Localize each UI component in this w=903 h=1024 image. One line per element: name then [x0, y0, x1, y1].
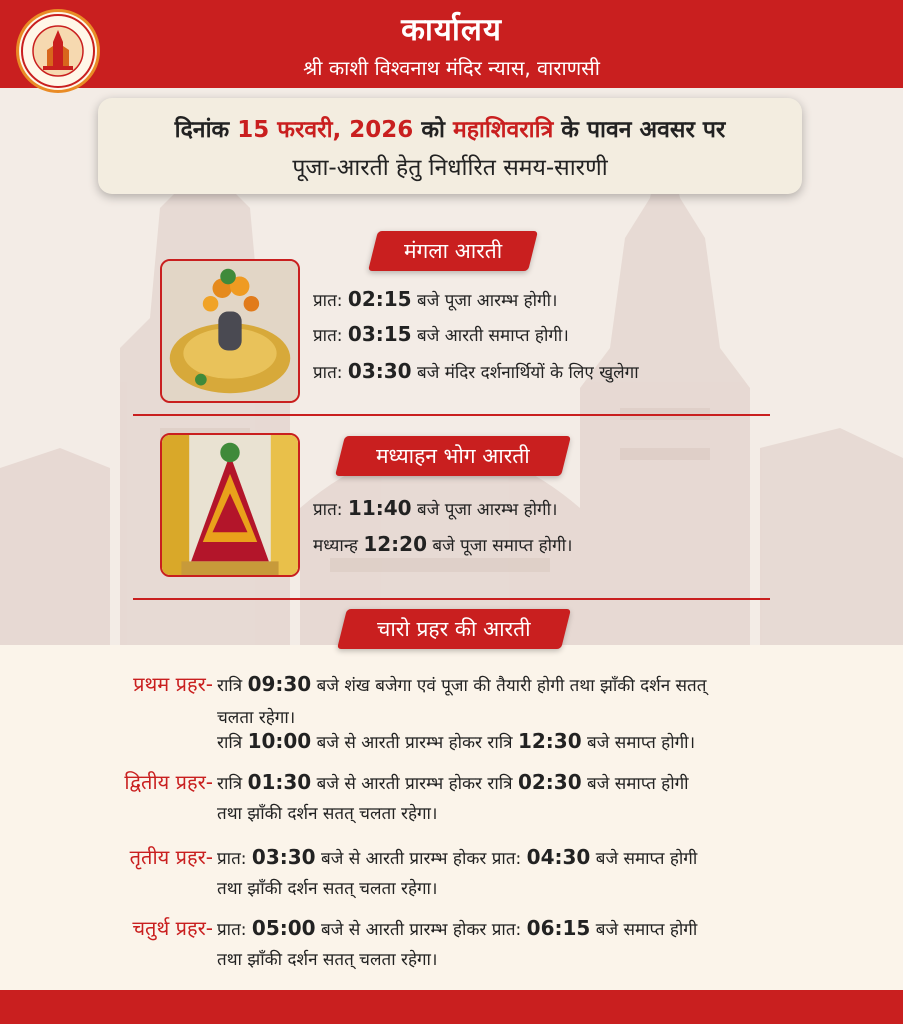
header-bar — [0, 0, 903, 88]
time-prefix: रात्रि — [217, 774, 243, 794]
time-value: 12:20 — [363, 532, 428, 556]
prahar-label-4: चतुर्थ प्रहर- — [132, 916, 213, 940]
date-banner — [98, 98, 802, 194]
time-prefix: रात्रि — [217, 733, 243, 753]
prahar-label-1: प्रथम प्रहर- — [133, 672, 213, 696]
madhyahan-row-2 — [313, 532, 572, 556]
time-value: 10:00 — [247, 729, 312, 753]
time-value: 02:15 — [347, 287, 412, 311]
prahar-3-line-1 — [217, 845, 697, 869]
mangala-aarti-title: मंगला आरती — [403, 239, 503, 263]
mangala-aarti-photo — [160, 259, 300, 403]
time-description: बजे पूजा आरम्भ होगी। — [416, 291, 558, 311]
time-prefix: मध्यान्ह — [313, 536, 358, 556]
time-prefix: प्रात: — [313, 363, 343, 383]
page-subtitle: श्री काशी विश्वनाथ मंदिर न्यास, वाराणसी — [303, 56, 600, 80]
time-description: बजे मंदिर दर्शनार्थियों के लिए खुलेगा — [416, 363, 639, 383]
prahar-label-2: द्वितीय प्रहर- — [124, 770, 213, 794]
page-title: कार्यालय — [401, 12, 502, 48]
time-prefix: प्रात: — [313, 291, 343, 311]
prahar-aarti-heading — [337, 609, 571, 649]
time-description: बजे पूजा समाप्त होगी। — [432, 536, 573, 556]
time-value: 09:30 — [247, 672, 312, 696]
time-value: 03:30 — [251, 845, 316, 869]
mangala-row-3 — [313, 359, 639, 383]
banner-prefix: दिनांक — [174, 117, 230, 143]
prahar-4-line-1 — [217, 916, 697, 940]
event-date: 15 फरवरी, 2026 — [237, 117, 414, 143]
prahar-1-line-3 — [217, 729, 695, 753]
prahar-4-line-2: तथा झाँकी दर्शन सतत् चलता रहेगा। — [217, 950, 438, 970]
prahar-label-3: तृतीय प्रहर- — [129, 845, 213, 869]
time-prefix: प्रात: — [217, 849, 247, 869]
time-prefix: प्रात: — [313, 326, 343, 346]
prahar-2-line-2: तथा झाँकी दर्शन सतत् चलता रहेगा। — [217, 804, 438, 824]
prahar-1-line-2: चलता रहेगा। — [217, 708, 296, 728]
madhyahan-row-1 — [313, 496, 557, 520]
time-description: बजे समाप्त होगी। — [587, 733, 696, 753]
time-description: बजे से आरती प्रारम्भ होकर प्रात: — [320, 920, 522, 940]
time-description: बजे पूजा आरम्भ होगी। — [416, 500, 558, 520]
madhyahan-aarti-photo — [160, 433, 300, 577]
time-description: बजे समाप्त होगी — [595, 849, 698, 869]
mangala-row-1 — [313, 287, 557, 311]
time-description: बजे से आरती प्रारम्भ होकर रात्रि — [316, 733, 513, 753]
prahar-2-line-1 — [217, 770, 689, 794]
banner-suffix: के पावन अवसर पर — [561, 117, 726, 143]
time-prefix: प्रात: — [217, 920, 247, 940]
time-value: 12:30 — [517, 729, 582, 753]
time-prefix: प्रात: — [313, 500, 343, 520]
time-description: बजे शंख बजेगा एवं पूजा की तैयारी होगी तथा झाँकी दर्शन सतत् — [316, 676, 707, 696]
time-value: 04:30 — [526, 845, 591, 869]
time-description: बजे से आरती प्रारम्भ होकर प्रात: — [320, 849, 522, 869]
time-description: बजे समाप्त होगी — [587, 774, 689, 794]
festival-name: महाशिवरात्रि — [452, 117, 554, 143]
time-value: 01:30 — [247, 770, 312, 794]
time-description: बजे आरती समाप्त होगी। — [416, 326, 569, 346]
banner-middle: को — [421, 117, 445, 143]
time-prefix: रात्रि — [217, 676, 243, 696]
banner-line-1 — [98, 112, 802, 144]
prahar-3-line-2: तथा झाँकी दर्शन सतत् चलता रहेगा। — [217, 879, 438, 899]
madhyahan-aarti-title: मध्याहन भोग आरती — [376, 444, 530, 468]
footer-bar — [0, 990, 903, 1024]
time-value: 02:30 — [517, 770, 582, 794]
mangala-row-2 — [313, 322, 569, 346]
time-value: 06:15 — [526, 916, 591, 940]
time-value: 11:40 — [347, 496, 412, 520]
banner-line-2: पूजा-आरती हेतु निर्धारित समय-सारणी — [292, 155, 608, 181]
prahar-1-line-1 — [217, 672, 706, 696]
mangala-aarti-heading — [368, 231, 538, 271]
time-value: 03:30 — [347, 359, 412, 383]
time-value: 03:15 — [347, 322, 412, 346]
section-divider — [133, 414, 770, 416]
time-description: बजे से आरती प्रारम्भ होकर रात्रि — [316, 774, 513, 794]
time-description: बजे समाप्त होगी — [595, 920, 698, 940]
section-divider — [133, 598, 770, 600]
madhyahan-aarti-heading — [335, 436, 571, 476]
time-value: 05:00 — [251, 916, 316, 940]
prahar-aarti-title: चारो प्रहर की आरती — [377, 617, 531, 641]
